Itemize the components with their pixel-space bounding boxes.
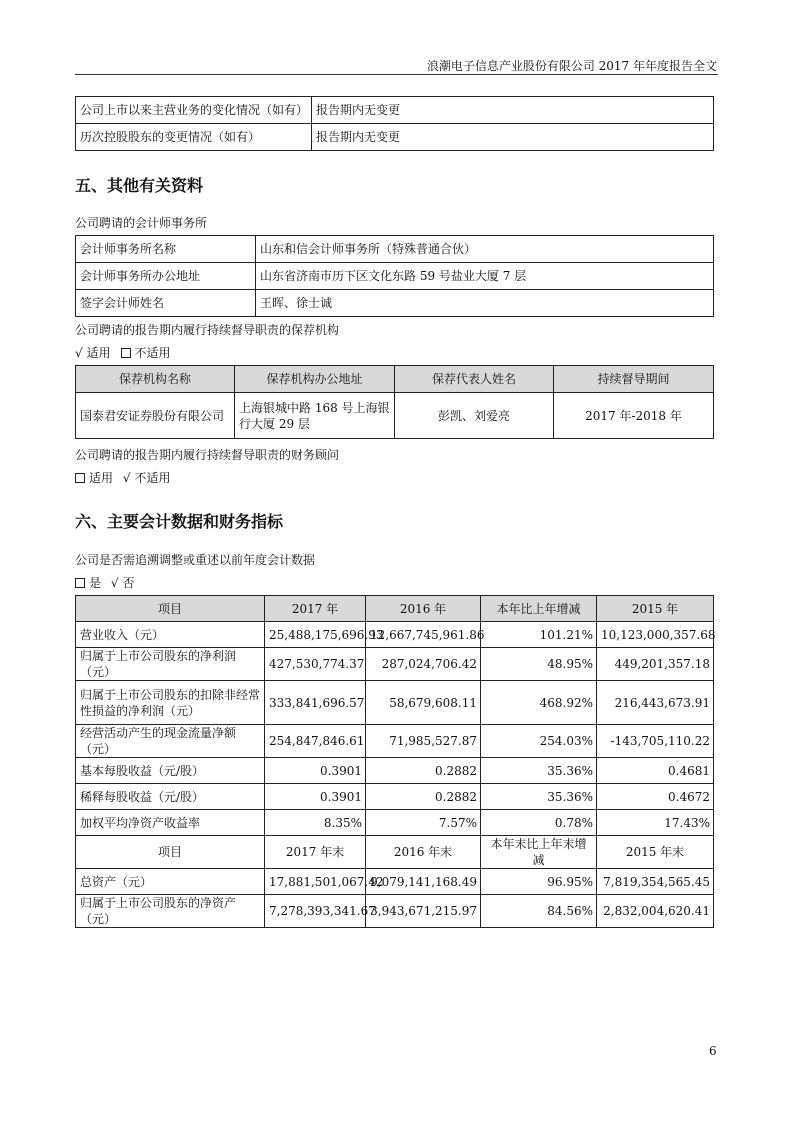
fin-cell: 48.95% — [481, 648, 597, 681]
fin-cell: 0.2882 — [366, 784, 481, 810]
section5-heading: 五、其他有关资料 — [75, 176, 204, 195]
fin-cell: 449,201,357.18 — [597, 648, 714, 681]
check-mark: √ — [110, 576, 119, 590]
fin-cell: 468.92% — [481, 681, 597, 725]
restate-intro: 公司是否需追溯调整或重述以前年度会计数据 — [75, 553, 316, 567]
no-label: 否 — [122, 576, 135, 590]
advisor-applicability — [75, 469, 171, 486]
auditor-value: 山东和信会计师事务所（特殊普通合伙） — [256, 236, 714, 263]
fin-cell: 101.21% — [481, 622, 597, 648]
sponsor-period: 2017 年-2018 年 — [554, 393, 714, 439]
fin-cell: 96.95% — [481, 869, 597, 895]
applicable-label: 适用 — [86, 346, 111, 360]
fin-header-2: 项目 — [76, 836, 265, 869]
fin-cell: 35.36% — [481, 758, 597, 784]
fin-cell: 9,079,141,168.49 — [366, 869, 481, 895]
fin-row-label: 加权平均净资产收益率 — [76, 810, 265, 836]
fin-header: 项目 — [76, 596, 265, 622]
fin-cell: 17,881,501,067.42 — [265, 869, 366, 895]
checkbox-unchecked-icon — [75, 578, 85, 588]
business-row-value: 报告期内无变更 — [312, 97, 714, 124]
sponsor-intro: 公司聘请的报告期内履行持续督导职责的保荐机构 — [75, 323, 340, 337]
fin-cell: 71,985,527.87 — [366, 725, 481, 758]
checkbox-unchecked-icon — [75, 473, 85, 483]
business-change-table — [75, 96, 714, 151]
fin-row-label: 归属于上市公司股东的扣除非经常性损益的净利润（元） — [76, 681, 265, 725]
page-header-title: 浪潮电子信息产业股份有限公司 2017 年年度报告全文 — [426, 59, 717, 73]
fin-cell: 287,024,706.42 — [366, 648, 481, 681]
advisor-intro: 公司聘请的报告期内履行持续督导职责的财务顾问 — [75, 448, 340, 462]
applicable-label: 适用 — [89, 471, 114, 485]
fin-cell: 58,679,608.11 — [366, 681, 481, 725]
checkbox-unchecked-icon — [121, 348, 131, 358]
fin-cell: 35.36% — [481, 784, 597, 810]
auditor-table — [75, 235, 714, 317]
fin-header: 2017 年 — [265, 596, 366, 622]
fin-cell: 0.4672 — [597, 784, 714, 810]
auditor-label: 签字会计师姓名 — [76, 290, 256, 317]
financial-table — [75, 595, 714, 928]
fin-cell: 0.2882 — [366, 758, 481, 784]
sponsor-applicability — [75, 344, 171, 361]
fin-cell: -143,705,110.22 — [597, 725, 714, 758]
fin-cell: 427,530,774.37 — [265, 648, 366, 681]
sponsor-header: 保荐代表人姓名 — [395, 366, 554, 393]
fin-cell: 333,841,696.57 — [265, 681, 366, 725]
business-row-label: 公司上市以来主营业务的变化情况（如有） — [76, 97, 312, 124]
fin-cell: 0.4681 — [597, 758, 714, 784]
fin-cell: 17.43% — [597, 810, 714, 836]
not-applicable-label: 不适用 — [134, 346, 171, 360]
fin-cell: 7.57% — [366, 810, 481, 836]
fin-row-label: 总资产（元） — [76, 869, 265, 895]
fin-row-label: 基本每股收益（元/股） — [76, 758, 265, 784]
fin-cell: 8.35% — [265, 810, 366, 836]
auditor-label: 会计师事务所办公地址 — [76, 263, 256, 290]
fin-row-label: 归属于上市公司股东的净利润（元） — [76, 648, 265, 681]
business-row-value: 报告期内无变更 — [312, 124, 714, 151]
fin-cell: 0.3901 — [265, 758, 366, 784]
business-row-label: 历次控股股东的变更情况（如有） — [76, 124, 312, 151]
fin-header-2: 2015 年末 — [597, 836, 714, 869]
header-rule — [75, 74, 718, 75]
fin-row-label: 营业收入（元） — [76, 622, 265, 648]
fin-cell: 12,667,745,961.86 — [366, 622, 481, 648]
sponsor-reps: 彭凯、刘爱亮 — [395, 393, 554, 439]
fin-cell: 84.56% — [481, 895, 597, 928]
fin-row-label: 稀释每股收益（元/股） — [76, 784, 265, 810]
sponsor-name: 国泰君安证券股份有限公司 — [76, 393, 235, 439]
fin-header-2: 本年末比上年末增减 — [481, 836, 597, 869]
fin-cell: 254,847,846.61 — [265, 725, 366, 758]
fin-header-2: 2017 年末 — [265, 836, 366, 869]
auditor-intro: 公司聘请的会计师事务所 — [75, 216, 208, 230]
restate-applicability — [75, 574, 135, 591]
fin-header: 本年比上年增减 — [481, 596, 597, 622]
check-mark: √ — [122, 471, 131, 485]
fin-row-label: 归属于上市公司股东的净资产（元） — [76, 895, 265, 928]
fin-header-2: 2016 年末 — [366, 836, 481, 869]
fin-cell: 7,278,393,341.67 — [265, 895, 366, 928]
auditor-value: 山东省济南市历下区文化东路 59 号盐业大厦 7 层 — [256, 263, 714, 290]
fin-row-label: 经营活动产生的现金流量净额（元） — [76, 725, 265, 758]
section6-heading: 六、主要会计数据和财务指标 — [75, 512, 284, 531]
fin-cell: 0.78% — [481, 810, 597, 836]
fin-header: 2016 年 — [366, 596, 481, 622]
fin-header: 2015 年 — [597, 596, 714, 622]
check-mark: √ — [75, 346, 83, 360]
sponsor-address: 上海银城中路 168 号上海银行大厦 29 层 — [235, 393, 395, 439]
auditor-value: 王晖、徐士诚 — [256, 290, 714, 317]
fin-cell: 7,819,354,565.45 — [597, 869, 714, 895]
fin-cell: 3,943,671,215.97 — [366, 895, 481, 928]
fin-cell: 2,832,004,620.41 — [597, 895, 714, 928]
fin-cell: 0.3901 — [265, 784, 366, 810]
fin-cell: 254.03% — [481, 725, 597, 758]
sponsor-header: 保荐机构名称 — [76, 366, 235, 393]
fin-cell: 10,123,000,357.68 — [597, 622, 714, 648]
sponsor-table — [75, 365, 714, 439]
page-number: 6 — [709, 1044, 717, 1058]
not-applicable-label: 不适用 — [134, 471, 171, 485]
fin-cell: 25,488,175,696.93 — [265, 622, 366, 648]
fin-cell: 216,443,673.91 — [597, 681, 714, 725]
sponsor-header: 持续督导期间 — [554, 366, 714, 393]
sponsor-header: 保荐机构办公地址 — [235, 366, 395, 393]
yes-label: 是 — [89, 576, 102, 590]
auditor-label: 会计师事务所名称 — [76, 236, 256, 263]
